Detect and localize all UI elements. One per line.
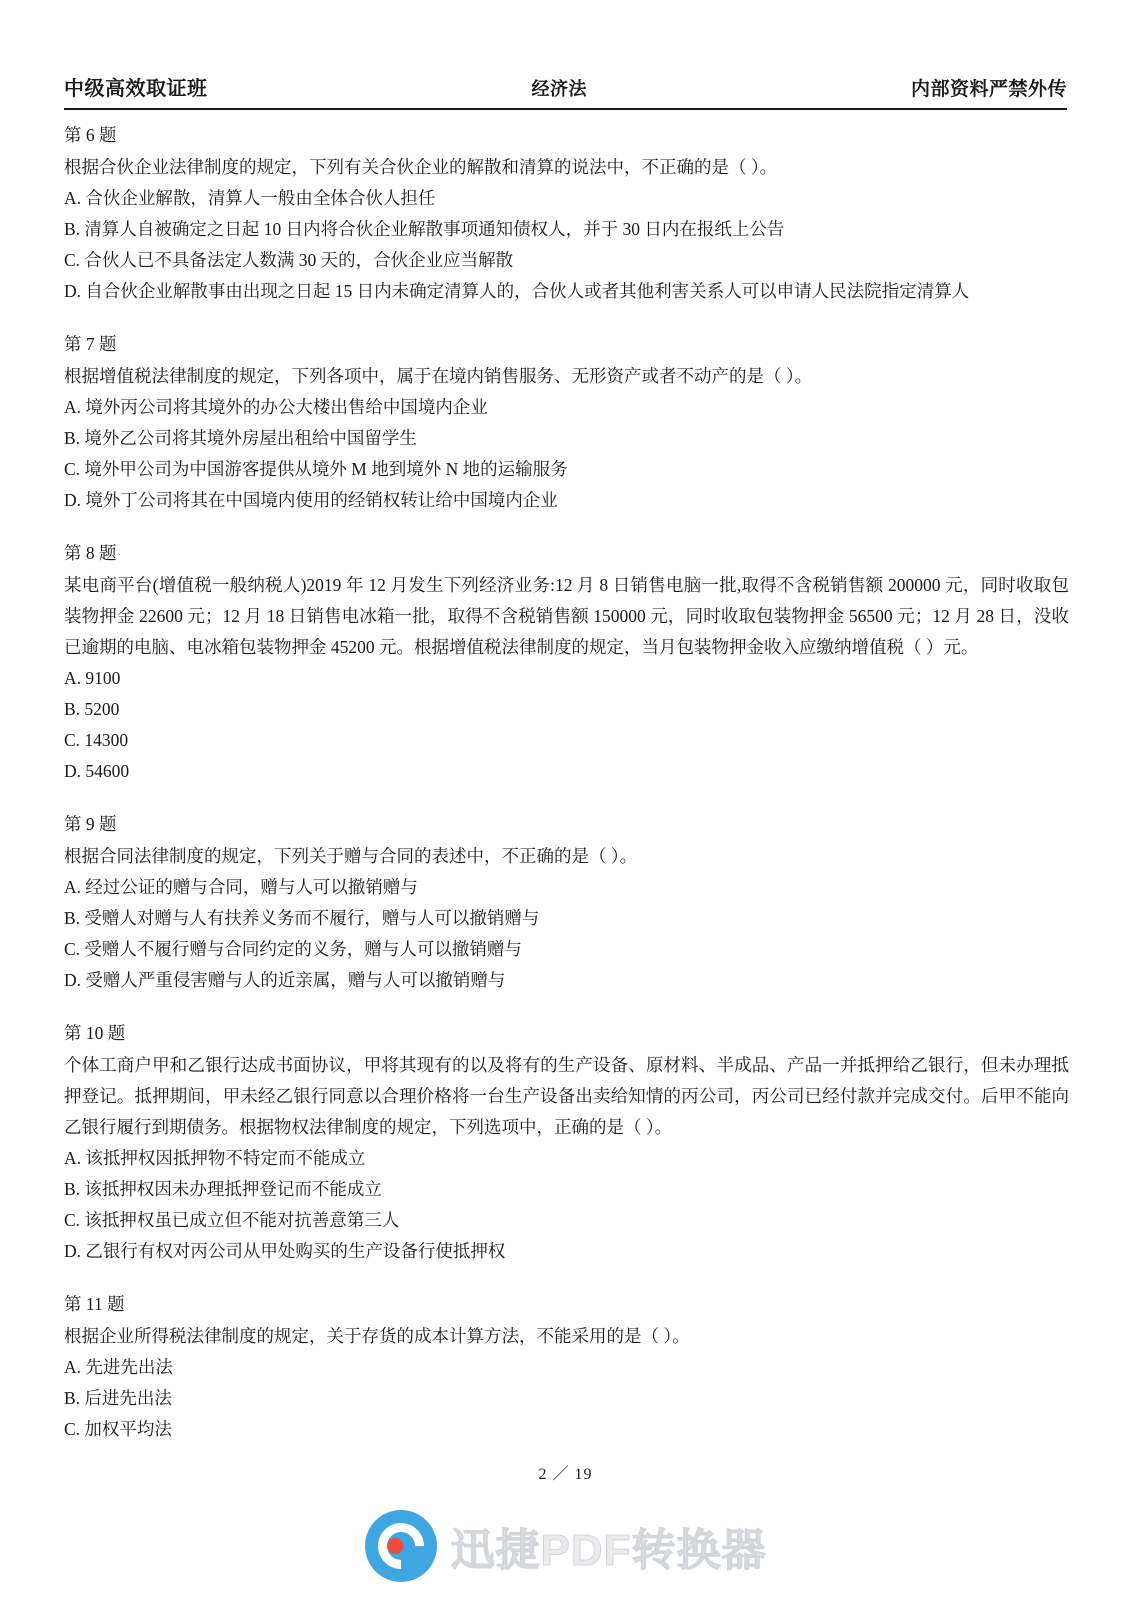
- question-option[interactable]: A. 经过公证的赠与合同，赠与人可以撤销赠与: [64, 877, 418, 897]
- page-number: 2 ／ 19: [538, 1466, 593, 1483]
- question-item: [64, 1018, 1069, 1267]
- header-divider: [64, 108, 1067, 110]
- question-option[interactable]: D. 受赠人严重侵害赠与人的近亲属，赠与人可以撤销赠与: [64, 970, 506, 990]
- header-subject: 经济法: [531, 79, 587, 99]
- watermark-logo-icon: [365, 1510, 437, 1582]
- question-item: [64, 120, 1069, 307]
- question-option[interactable]: C. 加权平均法: [64, 1419, 172, 1439]
- question-option[interactable]: B. 境外乙公司将其境外房屋出租给中国留学生: [64, 428, 417, 448]
- question-option[interactable]: A. 境外丙公司将其境外的办公大楼出售给中国境内企业: [64, 397, 488, 417]
- question-option[interactable]: B. 受赠人对赠与人有扶养义务而不履行，赠与人可以撤销赠与: [64, 908, 540, 928]
- question-number: 第 9 题: [64, 814, 117, 834]
- question-option[interactable]: B. 清算人自被确定之日起 10 日内将合伙企业解散事项通知债权人，并于 30 日内在报纸上公告: [64, 219, 785, 239]
- header-notice: 内部资料严禁外传: [910, 79, 1067, 100]
- question-option[interactable]: C. 该抵押权虽已成立但不能对抗善意第三人: [64, 1210, 400, 1230]
- question-stem: 根据合伙企业法律制度的规定，下列有关合伙企业的解散和清算的说法中，不正确的是（ ）。: [64, 157, 778, 177]
- page-header: [64, 72, 1067, 101]
- question-number: 第 7 题: [64, 334, 117, 354]
- question-option[interactable]: C. 14300: [64, 730, 129, 750]
- question-option[interactable]: B. 该抵押权因未办理抵押登记而不能成立: [64, 1179, 382, 1199]
- question-stem: 个体工商户甲和乙银行达成书面协议，甲将其现有的以及将有的生产设备、原材料、半成品、产品一并抵押给乙银行，但未办理抵押登记。抵押期间，甲未经乙银行同意以合理价格将一台生产设备出卖给知情的丙公司，丙公司已经付款并完成交付。后甲不能向乙银行履行到期债务。根据物权法律制度的规定，下列选项中，正确的是（ ）。: [64, 1055, 1069, 1137]
- question-stem: 根据增值税法律制度的规定，下列各项中，属于在境内销售服务、无形资产或者不动产的是（ ）。: [64, 366, 813, 386]
- question-item: [64, 1289, 1069, 1445]
- question-option[interactable]: C. 合伙人已不具备法定人数满 30 天的，合伙企业应当解散: [64, 250, 514, 270]
- question-option[interactable]: D. 乙银行有权对丙公司从甲处购买的生产设备行使抵押权: [64, 1241, 506, 1261]
- question-option[interactable]: A. 9100: [64, 668, 121, 688]
- question-option[interactable]: D. 境外丁公司将其在中国境内使用的经销权转让给中国境内企业: [64, 490, 558, 510]
- question-option[interactable]: B. 后进先出法: [64, 1388, 172, 1408]
- question-number: 第 8 题: [64, 543, 117, 563]
- watermark-text: 迅捷PDF转换器: [450, 1526, 767, 1575]
- question-number: 第 6 题: [64, 125, 117, 145]
- question-stem: 根据合同法律制度的规定，下列关于赠与合同的表述中，不正确的是（ ）。: [64, 846, 638, 866]
- question-option[interactable]: C. 受赠人不履行赠与合同约定的义务，赠与人可以撤销赠与: [64, 939, 522, 959]
- question-option[interactable]: D. 54600: [64, 761, 130, 781]
- question-option[interactable]: B. 5200: [64, 699, 120, 719]
- header-course-name: 中级高效取证班: [64, 78, 208, 100]
- question-option[interactable]: A. 先进先出法: [64, 1357, 173, 1377]
- question-item: [64, 809, 1069, 996]
- question-option[interactable]: A. 合伙企业解散，清算人一般由全体合伙人担任: [64, 188, 436, 208]
- question-number: 第 11 题: [64, 1294, 125, 1314]
- question-item: [64, 538, 1069, 787]
- question-stem: 某电商平台(增值税一般纳税人)2019 年 12 月发生下列经济业务:12 月 8 日销售电脑一批,取得不含税销售额 200000 元，同时收取包装物押金 22600 元；12 月 18 日销售电冰箱一批，取得不含税销售额 150000 元，同时收取包装物押金 56500 元；12 月 28 日，没收已逾期的电脑、电冰箱包装物押金 45200 元。根据增值税法律制度的规定，当月包装物押金收入应缴纳增值税（ ）元。: [64, 575, 1069, 657]
- questions-container: [64, 120, 1069, 1467]
- watermark: [365, 1510, 767, 1582]
- question-option[interactable]: D. 自合伙企业解散事由出现之日起 15 日内未确定清算人的，合伙人或者其他利害关系人可以申请人民法院指定清算人: [64, 281, 970, 301]
- question-stem: 根据企业所得税法律制度的规定，关于存货的成本计算方法，不能采用的是（ ）。: [64, 1326, 690, 1346]
- question-option[interactable]: C. 境外甲公司为中国游客提供从境外 M 地到境外 N 地的运输服务: [64, 459, 568, 479]
- question-option[interactable]: A. 该抵押权因抵押物不特定而不能成立: [64, 1148, 366, 1168]
- question-item: [64, 329, 1069, 516]
- question-number: 第 10 题: [64, 1023, 126, 1043]
